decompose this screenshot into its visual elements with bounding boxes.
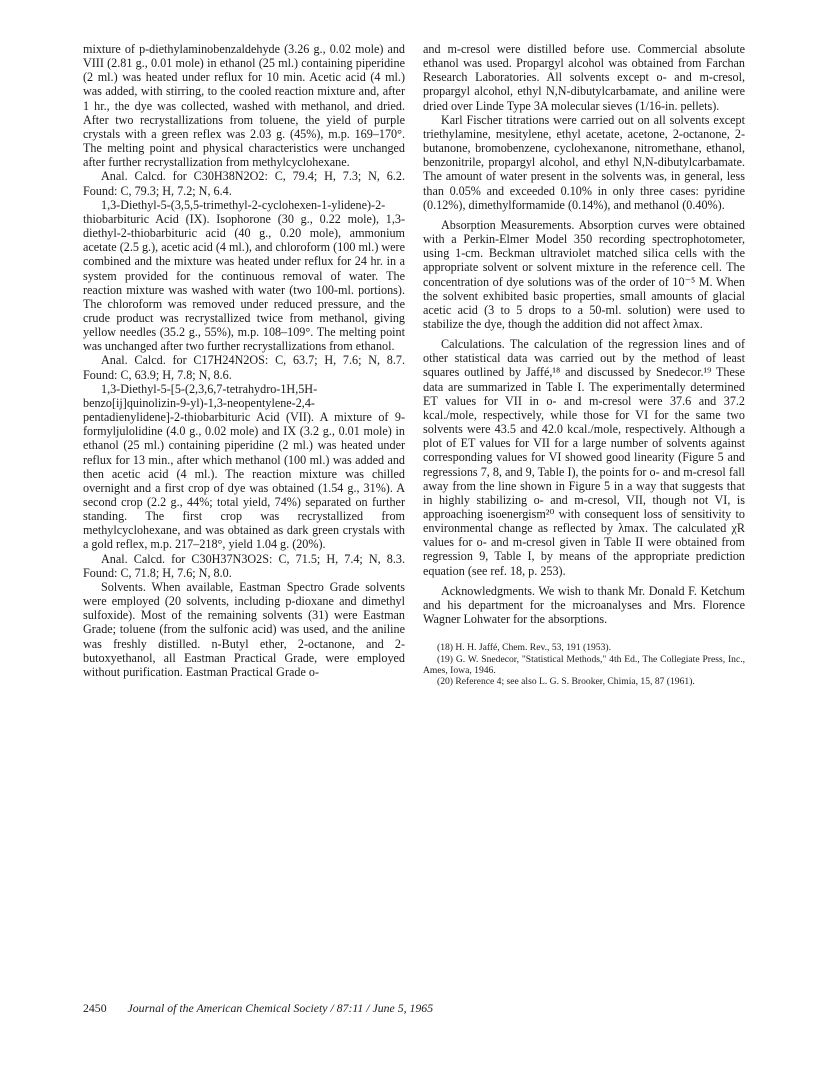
paragraph-solvents-continued: and m-cresol were distilled before use. Commercial absolute ethanol was used. Propargyl alcohol was obtained from Farchan Research Laboratories. All solvents except o- and m-cresol, propargyl alcohol, ethyl N,N-dibutylcarbamate, and aniline were dried over Linde Type 3A molecular sieves (1/16-in. pellets).	[423, 42, 745, 113]
paragraph-dye-viii-synthesis: mixture of p-diethylaminobenzaldehyde (3.26 g., 0.02 mole) and VIII (2.81 g., 0.01 mole) in ethanol (25 ml.) containing piperidine (2 ml.) was heated under reflux for 10 min. Acetic acid (4 ml.) was added, with stirring, to the cooled reaction mixture and, after 1 hr., the dye was collected, washed with methanol, and dried. After two recrystallizations from toluene, the yield of purple crystals with a green reflex was 2.03 g. (45%), m.p. 169–170°. The melting point and physical characteristics were unchanged after further recrystallization from methylcyclohexane.	[83, 42, 405, 170]
paragraph-compound-vii-synthesis: 1,3-Diethyl-5-[5-(2,3,6,7-tetrahydro-1H,5H-benzo[ij]quinolizin-9-yl)-1,3-neopentylene-2,4-pentadienylidene]-2-thiobarbituric Acid (VII). A mixture of 9-formyljulolidine (4.0 g., 0.02 mole) and IX (3.2 g., 0.01 mole) in ethanol (25 ml.) containing piperidine (2 ml.) was heated under reflux for 13 min., after which methanol (100 ml.) was added and then acetic acid (4 ml.). The reaction mixture was chilled overnight and a first crop of dye was obtained (1.54 g., 31%). A second crop (2.2 g., 44%; total yield, 74%) separated on further standing. The first crop was recrystallized from methylcyclohexane, and was obtained as dark green crystals with a gold reflex, m.p. 217–218°, yield 1.04 g. (20%).	[83, 381, 405, 552]
page-footer	[83, 1001, 433, 1016]
reference-item: (19) G. W. Snedecor, "Statistical Methods," 4th Ed., The Collegiate Press, Inc., Ames, Iowa, 1946.	[423, 653, 745, 677]
paragraph-absorption-measurements: Absorption Measurements. Absorption curves were obtained with a Perkin-Elmer Model 350 recording spectrophotometer, using 1-cm. Beckman ultraviolet matched silica cells with the appropriate solvent or solvent mixture in the reference cell. The concentration of dye solutions was of the order of 10⁻⁵ M. When the solvent exhibited basic properties, small amounts of glacial acetic acid (3 to 5 drops to a 50-ml. solution) were used to stabilize the dye, though the addition did not affect λmax.	[423, 217, 745, 331]
paragraph-analysis-1: Anal. Calcd. for C30H38N2O2: C, 79.4; H, 7.3; N, 6.2. Found: C, 79.3; H, 7.2; N, 6.4.	[83, 169, 405, 198]
left-column	[83, 42, 405, 679]
paragraph-acknowledgments: Acknowledgments. We wish to thank Mr. Donald F. Ketchum and his department for the microanalyses and Mrs. Florence Wagner Lohwater for the absorptions.	[423, 583, 745, 627]
references-list	[423, 642, 745, 688]
page-number: 2450	[83, 1001, 107, 1015]
right-column	[423, 42, 745, 688]
journal-citation: Journal of the American Chemical Society / 87:11 / June 5, 1965	[127, 1001, 434, 1015]
paragraph-analysis-3: Anal. Calcd. for C30H37N3O2S: C, 71.5; H, 7.4; N, 8.3. Found: C, 71.8; H, 7.6; N, 8.0.	[83, 551, 405, 580]
reference-item: (20) Reference 4; see also L. G. S. Brooker, Chimia, 15, 87 (1961).	[437, 676, 695, 688]
paragraph-compound-ix-synthesis: 1,3-Diethyl-5-(3,5,5-trimethyl-2-cyclohexen-1-ylidene)-2-thiobarbituric Acid (IX). Isophorone (30 g., 0.22 mole), 1,3-diethyl-2-thiobarbituric acid (40 g., 0.20 mole), ammonium acetate (2.5 g.), acetic acid (4 ml.), and chloroform (100 ml.) were combined and the mixture was heated under reflux for 24 hr. in a system provided for the continuous removal of water. The reaction mixture was washed with water (two 100-ml. portions). The chloroform was removed under reduced pressure, and the crude product was recrystallized twice from methanol, giving yellow needles (35.2 g., 55%), m.p. 108–109°. The melting point was unchanged after two further recrystallizations from ethanol.	[83, 197, 405, 354]
paragraph-calculations: Calculations. The calculation of the regression lines and of other statistical data was carried out by the method of least squares outlined by Jaffé,¹⁸ and discussed by Snedecor.¹⁹ These data are summarized in Table I. The experimentally determined ET values for VII in o- and m-cresol were 37.6 and 37.2 kcal./mole, respectively, while those for VI for the same two solvents were 43.5 and 42.0 kcal./mole, respectively. Although a plot of ET values for VII for a large number of solvents against corresponding values for VI showed good linearity (Figure 5 and regressions 7, 8, and 9, Table I), the points for o- and m-cresol fall away from the line shown in Figure 5 in a way that suggests that in highly stabilizing o- and m-cresol, VII, though not VI, is approaching isoenergism²⁰ with consequent loss of sensitivity to environmental change as reflected by λmax. The calculated χR values for o- and m-cresol given in Table II were obtained from regression 9, Table I, by means of the appropriate prediction equation (see ref. 18, p. 253).	[423, 337, 745, 578]
paragraph-solvents: Solvents. When available, Eastman Spectro Grade solvents were employed (20 solvents, including p-dioxane and dimethyl sulfoxide). Most of the remaining solvents (31) were Eastman Grade; toluene (from the sulfonic acid) was used, and the aniline was freshly distilled. n-Butyl ether, 2-octanone, and 2-butoxyethanol, all Eastman Practical Grade, were employed without purification. Eastman Practical Grade o-	[83, 579, 405, 679]
reference-item: (18) H. H. Jaffé, Chem. Rev., 53, 191 (1953).	[437, 642, 611, 654]
paragraph-karl-fischer: Karl Fischer titrations were carried out on all solvents except triethylamine, mesitylene, ethyl acetate, acetone, 2-octanone, 2-butanone, bromobenzene, cyclohexanone, nitromethane, ethanol, benzonitrile, propargyl alcohol, and ethyl N,N-dibutylcarbamate. The amount of water present in the solvents was, in general, less than 0.05% and exceeded 0.10% in only three cases: pyridine (0.12%), dimethylformamide (0.14%), and methanol (0.40%).	[423, 112, 745, 212]
paragraph-analysis-2: Anal. Calcd. for C17H24N2OS: C, 63.7; H, 7.6; N, 8.7. Found: C, 63.9; H, 7.8; N, 8.6.	[83, 353, 405, 382]
